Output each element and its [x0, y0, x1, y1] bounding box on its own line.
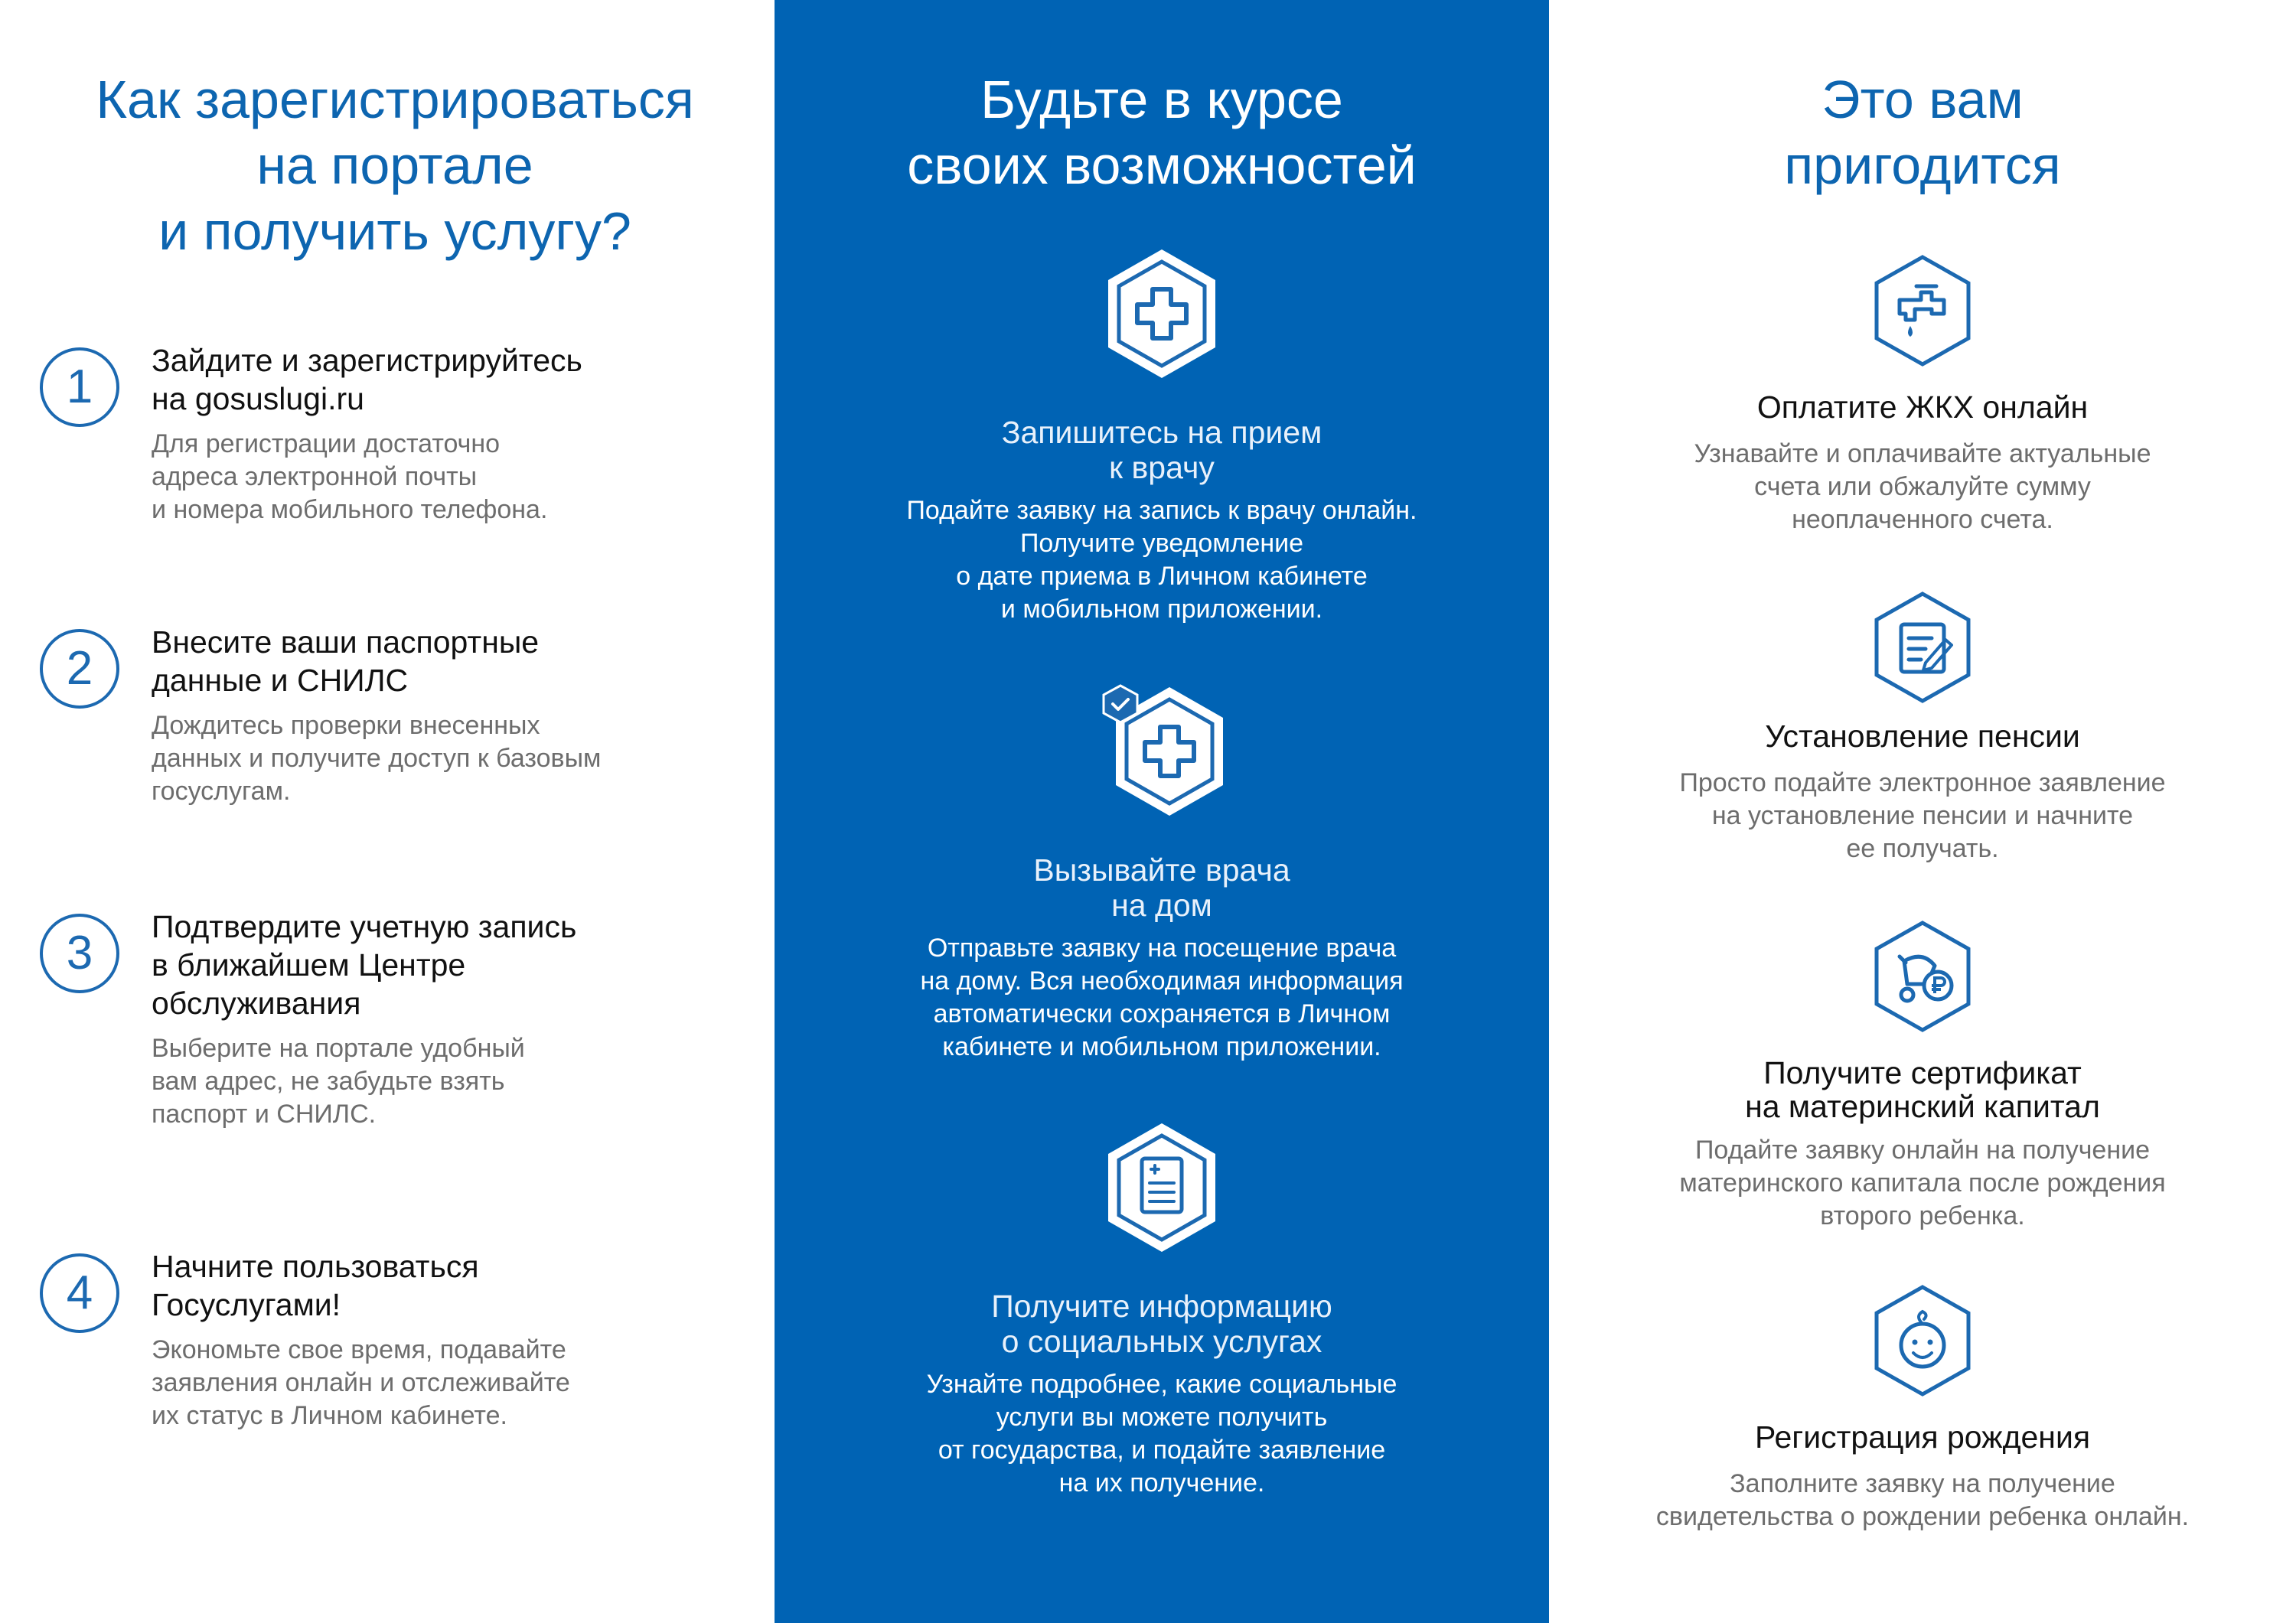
application-form-icon	[1869, 589, 1976, 706]
item-description: Заполните заявку на получение свидетельства о рождении ребенка онлайн.	[1655, 1469, 2190, 1531]
baby-face-icon	[1869, 1282, 1976, 1399]
useful-title: Это вам пригодится	[1784, 70, 2061, 195]
item-heading: Вызывайте врача на дом	[1033, 852, 1290, 923]
registration-title: Как зарегистрироваться на портале и получить услугу?	[96, 70, 694, 261]
step-heading: Подтвердите учетную запись в ближайшем Центре обслуживания	[152, 909, 577, 1021]
item-heading: Регистрация рождения	[1754, 1419, 2091, 1455]
registration-column	[0, 0, 775, 1623]
step-number-3: 3	[40, 914, 119, 993]
possibilities-column	[775, 0, 1549, 1623]
item-heading: Получите сертификат на материнский капитал	[1745, 1055, 2100, 1124]
item-description: Просто подайте электронное заявление на установление пенсии и начните ее получать.	[1679, 768, 2166, 863]
water-tap-icon	[1869, 253, 1976, 369]
item-heading: Установление пенсии	[1765, 719, 2080, 754]
step-number-4: 4	[40, 1253, 119, 1333]
step-description: Выберите на портале удобный вам адрес, не забудьте взять паспорт и СНИЛС.	[152, 1034, 525, 1129]
document-icon	[1101, 1119, 1223, 1256]
step-description: Для регистрации достаточно адреса электронной почты и номера мобильного телефона.	[152, 429, 548, 524]
medical-cross-icon	[1101, 245, 1223, 383]
item-heading: Оплатите ЖКХ онлайн	[1756, 389, 2089, 425]
possibilities-title: Будьте в курсе своих возможностей	[907, 70, 1417, 195]
step-number-1: 1	[40, 347, 119, 427]
stroller-ruble-icon	[1869, 918, 1976, 1035]
item-heading: Получите информацию о социальных услугах	[991, 1289, 1332, 1359]
useful-column	[1549, 0, 2296, 1623]
item-description: Подайте заявку онлайн на получение материнского капитала после рождения второго ребенка.	[1679, 1136, 2166, 1230]
step-heading: Начните пользоваться Госуслугами!	[152, 1249, 479, 1322]
step-heading: Внесите ваши паспортные данные и СНИЛС	[152, 624, 540, 698]
item-heading: Запишитесь на прием к врачу	[1001, 415, 1322, 485]
step-heading: Зайдите и зарегистрируйтесь на gosuslugi.ru	[152, 343, 582, 416]
item-description: Узнавайте и оплачивайте актуальные счета или обжалуйте сумму неоплаченного счета.	[1694, 439, 2151, 534]
step-description: Экономьте свое время, подавайте заявления онлайн и отслеживайте их статус в Личном кабинете.	[152, 1335, 570, 1430]
step-description: Дождитесь проверки внесенных данных и получите доступ к базовым госуслугам.	[152, 711, 602, 806]
medical-cross-check-icon	[1093, 683, 1231, 820]
item-description: Отправьте заявку на посещение врача на дому. Вся необходимая информация автоматически сохраняется в Личном кабинете и мобильном приложении.	[920, 934, 1404, 1061]
step-number-2: 2	[40, 629, 119, 709]
item-description: Подайте заявку на запись к врачу онлайн. Получите уведомление о дате приема в Личном кабинете и мобильном приложении.	[906, 496, 1417, 624]
item-description: Узнайте подробнее, какие социальные услуги вы можете получить от государства, и подайте заявление на их получение.	[926, 1370, 1397, 1498]
